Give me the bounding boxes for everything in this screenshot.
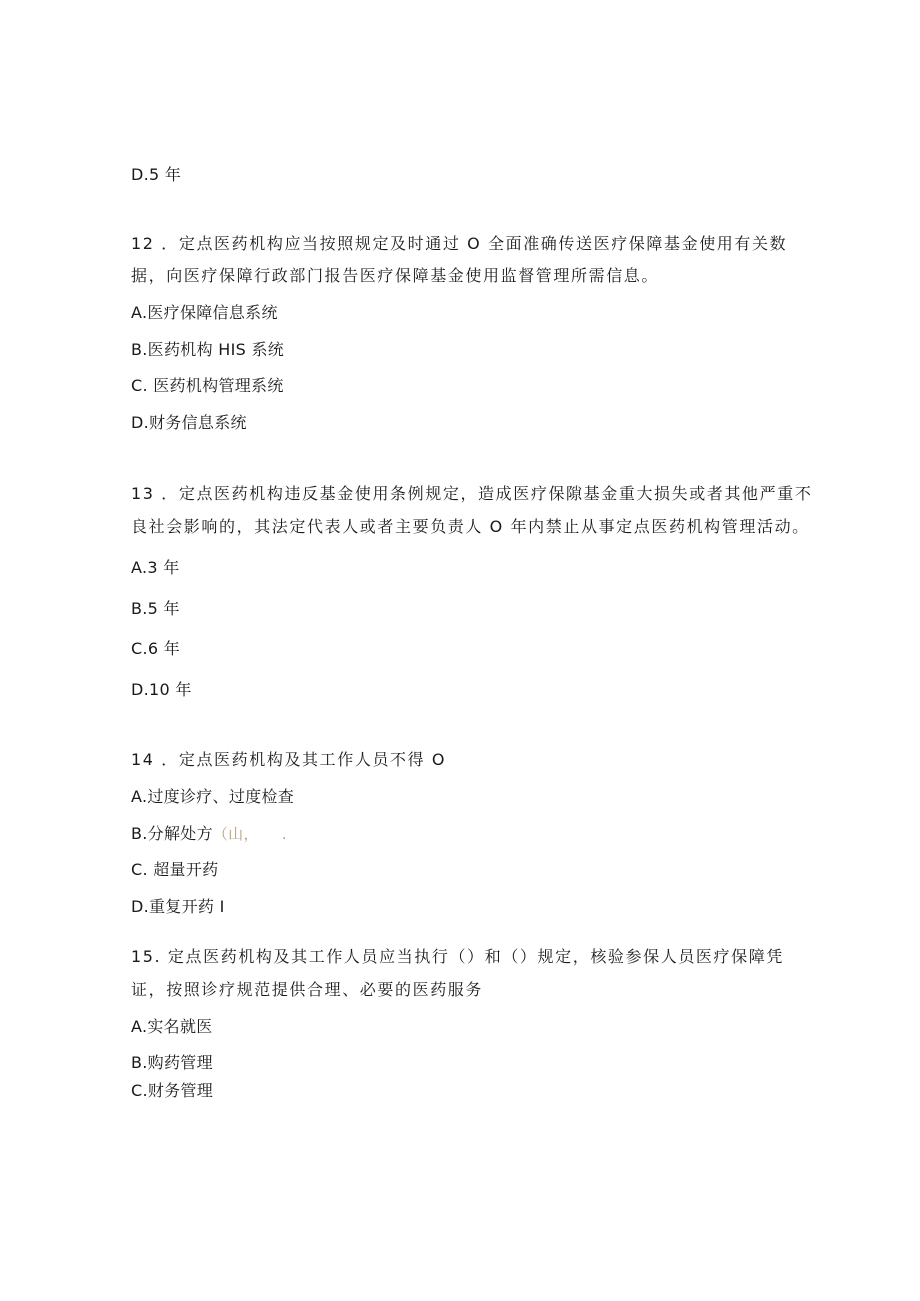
question-15-stem-line-1: 15. 定点医药机构及其工作人员应当执行（）和（）规定，核验参保人员医疗保障凭 [131, 947, 784, 966]
question-14-option-b-row [131, 823, 287, 845]
question-12-option-b: B.医药机构 HIS 系统 [131, 340, 285, 359]
question-15-option-b: B.购药管理 [131, 1053, 213, 1072]
prev-question-option-d: D.5 年 [131, 165, 182, 184]
question-13-option-a: A.3 年 [131, 558, 180, 577]
question-12-option-d: D.财务信息系统 [131, 413, 247, 432]
question-14-option-b-mark: （山， . [212, 825, 287, 843]
question-13-stem-line-1: 13 ．定点医药机构违反基金使用条例规定，造成医疗保隙基金重大损失或者其他严重不 [131, 484, 813, 503]
question-15-option-a: A.实名就医 [131, 1017, 213, 1036]
question-12-option-c: C. 医药机构管理系统 [131, 376, 284, 395]
question-12-stem-line-2: 据，向医疗保障行政部门报告医疗保障基金使用监督管理所需信息。 [131, 266, 660, 285]
question-15-stem-line-2: 证，按照诊疗规范提供合理、必要的医药服务 [131, 980, 484, 999]
question-14-option-a: A.过度诊疗、过度检查 [131, 787, 295, 806]
question-13-option-b: B.5 年 [131, 599, 180, 618]
question-13-stem-line-2: 良社会影响的，其法定代表人或者主要负责人 O 年内禁止从事定点医药机构管理活动。 [131, 517, 810, 536]
question-15-option-c: C.财务管理 [131, 1081, 214, 1100]
question-14-option-b: B.分解处方 [131, 824, 213, 843]
question-12-option-a: A.医疗保障信息系统 [131, 303, 278, 322]
question-14-option-d: D.重复开药 I [131, 897, 225, 916]
question-14-option-c: C. 超量开药 [131, 860, 219, 879]
question-13-option-d: D.10 年 [131, 680, 192, 699]
question-13-option-c: C.6 年 [131, 639, 181, 658]
question-14-stem-line-1: 14 ．定点医药机构及其工作人员不得 O [131, 750, 447, 769]
question-12-stem-line-1: 12 ．定点医药机构应当按照规定及时通过 O 全面准确传送医疗保障基金使用有关数 [131, 234, 788, 253]
